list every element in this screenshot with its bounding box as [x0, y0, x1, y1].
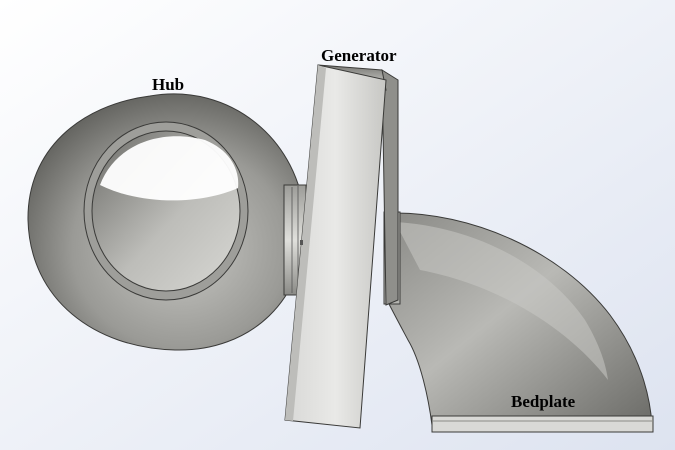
generator-label: Generator: [321, 46, 397, 65]
hub-part: [28, 94, 305, 350]
hub-label: Hub: [152, 75, 185, 94]
bedplate-label: Bedplate: [511, 392, 576, 411]
